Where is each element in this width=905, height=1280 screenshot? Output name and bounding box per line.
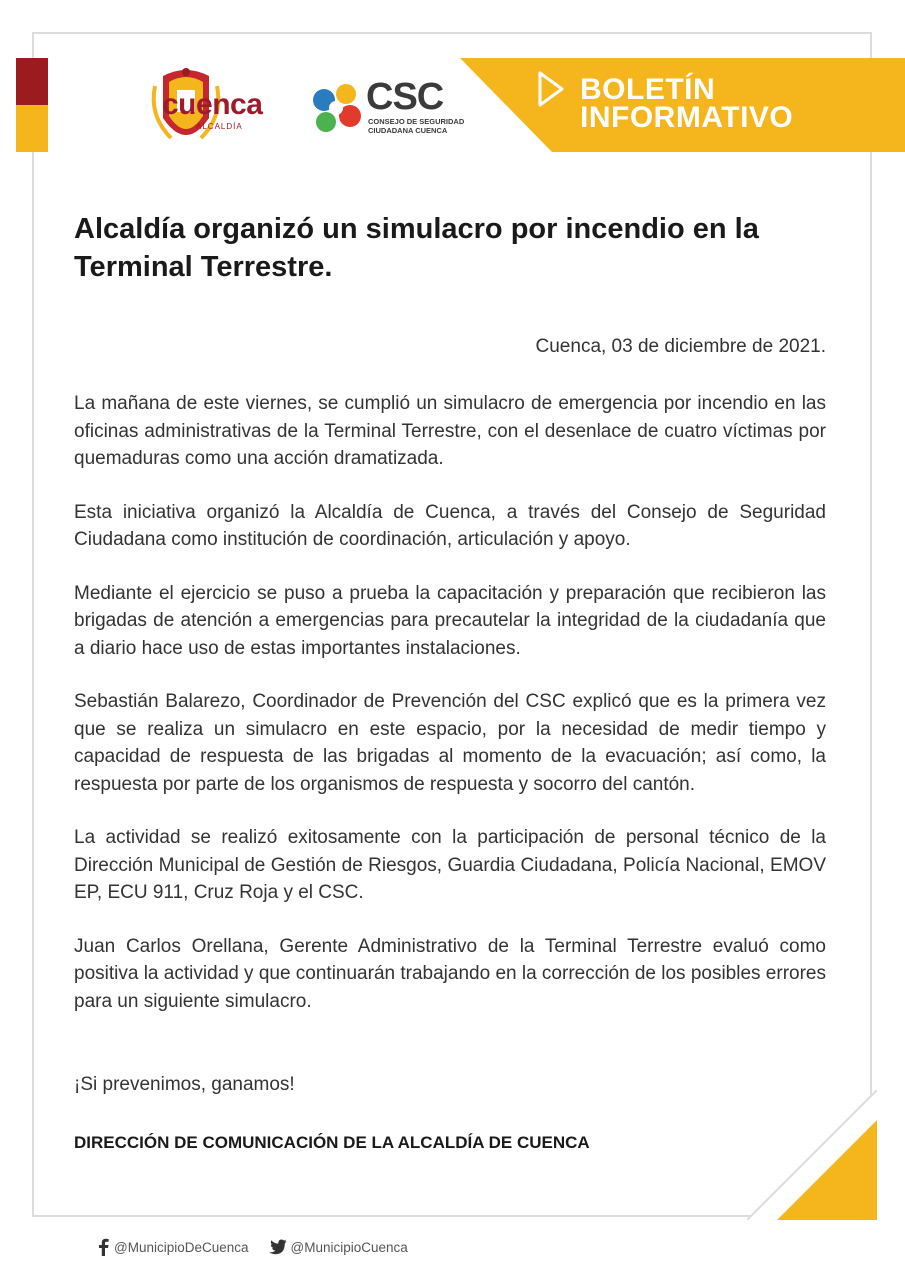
paragraph: La mañana de este viernes, se cumplió un simulacro de emergencia por incendio en las oficinas administrativas de la Terminal Terrestre, con el desenlace de cuatro víctimas por quemaduras como una acción dramatizada. (74, 393, 826, 469)
social-footer (96, 1238, 426, 1256)
paragraph: Juan Carlos Orellana, Gerente Administrativo de la Terminal Terrestre evaluó como positiva la actividad y que continuarán trabajando en la corrección de los posibles errores para un siguiente simulacro. (74, 935, 826, 1012)
csc-subtext-line-2: CIUDADANA CUENCA (368, 126, 448, 135)
banner-line-1: BOLETÍN (580, 73, 716, 106)
article-date: Cuenca, 03 de diciembre de 2021. (535, 336, 826, 357)
brand-color-bar (16, 58, 48, 152)
paragraph: Mediante el ejercicio se puso a prueba la capacitación y preparación que recibieron las brigadas de atención a emergencias para precautelar la integridad de la ciudadanía que a diario hace uso de estas importantes instalaciones. (74, 582, 826, 659)
banner-line-2: INFORMATIVO (580, 101, 794, 134)
article-body (74, 390, 826, 1041)
paragraph: Sebastián Balarezo, Coordinador de Prevención del CSC explicó que es la primera vez que se realiza un simulacro en este espacio, por la necesidad de medir tiempo y capacidad de respuesta de las brigadas al momento de la evacuación; así como, la respuesta por parte de los organismos de respuesta y socorro del cantón. (74, 691, 826, 795)
csc-logo-icon (308, 80, 364, 136)
facebook-link[interactable] (96, 1238, 249, 1256)
csc-logo-subtext (368, 117, 464, 135)
facebook-icon (96, 1238, 110, 1256)
paragraph: Esta iniciativa organizó la Alcaldía de Cuenca, a través del Consejo de Seguridad Ciudadana como institución de coordinación, articulación y apoyo. (74, 501, 826, 550)
paragraph: La actividad se realizó exitosamente con la participación de personal técnico de la Dirección Municipal de Gestión de Riesgos, Guardia Ciudadana, Policía Nacional, EMOV EP, ECU 911, Cruz Roja y el CSC. (74, 827, 826, 903)
signature: DIRECCIÓN DE COMUNICACIÓN DE LA ALCALDÍA DE CUENCA (74, 1133, 590, 1152)
bulletin-banner-text (580, 73, 794, 134)
closing-slogan: ¡Si prevenimos, ganamos! (74, 1074, 295, 1095)
cuenca-logo-text: cuenca (162, 88, 263, 121)
twitter-handle: @MunicipioCuenca (290, 1239, 408, 1255)
cuenca-logo-subtext: ALCALDÍA (196, 122, 243, 131)
play-icon (537, 70, 565, 108)
csc-subtext-line-1: CONSEJO DE SEGURIDAD (368, 117, 465, 126)
facebook-handle: @MunicipioDeCuenca (114, 1239, 249, 1255)
corner-decoration (747, 1090, 877, 1220)
article-title: Alcaldía organizó un simulacro por incendio en la Terminal Terrestre. (74, 213, 759, 283)
twitter-icon (267, 1239, 287, 1255)
csc-logo-text: CSC (366, 76, 444, 118)
twitter-link[interactable] (267, 1239, 408, 1255)
